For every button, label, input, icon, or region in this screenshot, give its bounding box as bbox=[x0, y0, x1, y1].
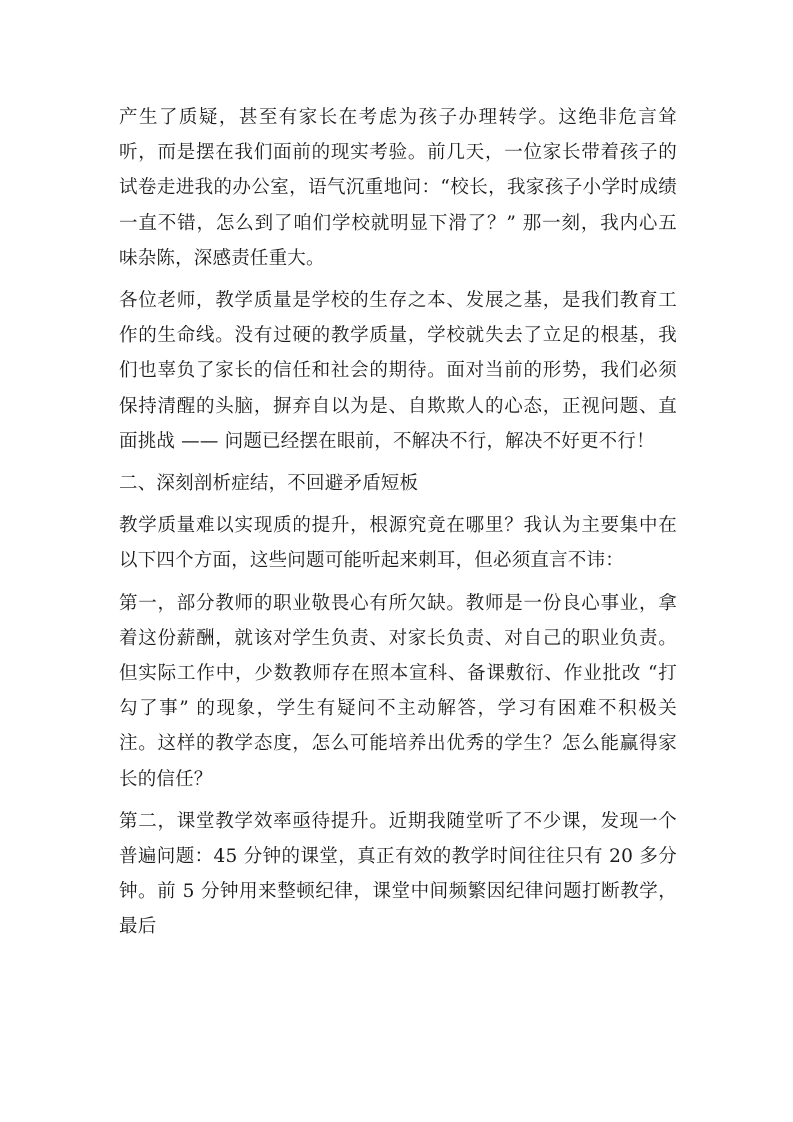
paragraph-transfer-concern: 产生了质疑，甚至有家长在考虑为孩子办理转学。这绝非危言耸听，而是摆在我们面前的现实考验。前几天，一位家长带着孩子的试卷走进我的办公室，语气沉重地问：“校长，我家孩子小学时成绩一直不错，怎么到了咱们学校就明显下滑了？” 那一刻，我内心五味杂陈，深感责任重大。 bbox=[119, 107, 677, 269]
paragraph-root-causes-intro: 教学质量难以实现质的提升，根源究竟在哪里？我认为主要集中在以下四个方面，这些问题可能听起来刺耳，但必须直言不讳： bbox=[119, 515, 677, 572]
paragraph-point-two-classroom-efficiency: 第二，课堂教学效率亟待提升。近期我随堂听了不少课，发现一个普遍问题：45 分钟的课堂，真正有效的教学时间往往只有 20 多分钟。前 5 分钟用来整顿纪律，课堂中间频繁因纪律问题打断教学，最后 bbox=[119, 810, 677, 938]
section-heading-analysis: 二、深刻剖析症结，不回避矛盾短板 bbox=[119, 473, 419, 495]
paragraph-point-one-professional-reverence: 第一，部分教师的职业敬畏心有所欠缺。教师是一份良心事业，拿着这份薪酬，就该对学生负责、对家长负责、对自己的职业负责。但实际工作中，少数教师存在照本宣科、备课敷衍、作业批改 “打勾了事” 的现象，学生有疑问不主动解答，学习有困难不积极关注。这样的教学态度，怎么可能培养出优秀的学生？怎么能赢得家长的信任？ bbox=[119, 592, 677, 790]
document-body bbox=[119, 100, 677, 945]
paragraph-teaching-quality-lifeline: 各位老师，教学质量是学校的生存之本、发展之基，是我们教育工作的生命线。没有过硬的教学质量，学校就失去了立足的根基，我们也辜负了家长的信任和社会的期待。面对当前的形势，我们必须保持清醒的头脑，摒弃自以为是、自欺欺人的心态，正视问题、直面挑战 —— 问题已经摆在眼前，不解决不行，解决不好更不行！ bbox=[119, 290, 677, 452]
